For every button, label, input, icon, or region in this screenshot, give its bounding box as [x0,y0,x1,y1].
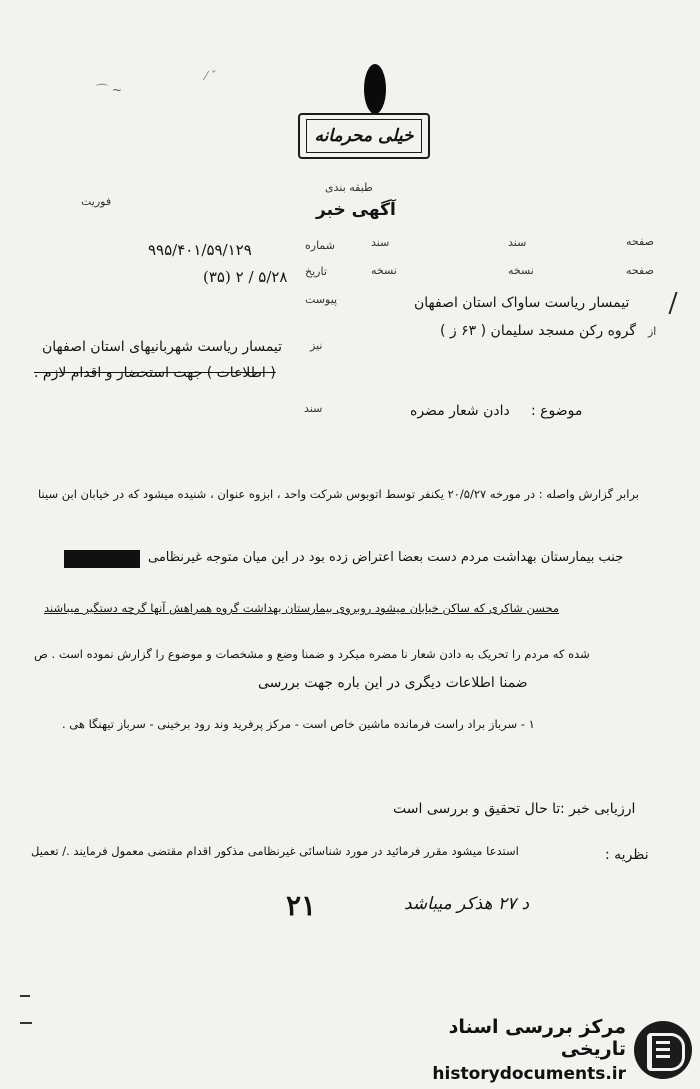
opinion-label: نظریه : [605,847,649,863]
body-line-1: برابر گزارش واصله : در مورخه ۲۰/۵/۲۷ یکنفر توسط اتوبوس شرکت واحد ، ابزوه عنوان ، شنیده میشود که در خیابان ابن سینا [38,487,639,501]
document-archive-logo-icon [634,1021,692,1079]
faint-mark: ~ ⌒ [96,83,122,97]
document-number: ۹۹۵/۴۰۱/۵۹/۱۲۹ [148,241,252,259]
page-label-2: صفحه [626,264,654,277]
body-line-4: شده که مردم را تحریک به دادن شعار نا مضره میکرد و ضمنا وضع و مشخصات و موضوع را گزارش نموده است . ص [34,647,590,661]
evaluation-label: ارزیابی خبر : [560,801,636,817]
page-label-3: سند [371,236,390,249]
archive-text [402,1016,626,1084]
urgency-label: فوریت [81,195,112,208]
margin-tick-2 [20,1022,32,1024]
from-sender: گروه رکن مسجد سلیمان ( ۶۳ ز ) [440,323,637,339]
subject-label: موضوع : [531,403,583,419]
document-title: آگهی خبر [316,200,396,220]
body-line-2: جنب بیمارستان بهداشت مردم دست بعضا اعتراض زده بود در این میان متوجه غیرنظامی [148,550,624,565]
redaction-scribble [64,550,140,568]
copy-prefix: نیز [310,339,323,352]
opinion-text: استدعا میشود مقرر فرمائید در مورد شناسائی غیرنظامی مذکور اقدام مقتضی معمول فرمایند ./ تعمیل [31,844,519,858]
body-line-5: ضمنا اطلاعات دیگری در این باره جهت بررسی [258,675,528,691]
margin-tick [20,995,30,997]
copy-note: ( اطلاعات ) جهت استحضار و اقدام لازم . [34,365,276,381]
page-label-4: نسخه [371,264,397,277]
classification-label: طبقه بندی [325,181,373,194]
copy-number-label: سند [304,402,323,415]
archive-watermark [402,1018,692,1082]
stamp-label: خیلی محرمانه [314,126,414,146]
margin-mark [668,292,691,314]
attachment-label: پیوست [305,293,338,306]
from-label: از [648,325,657,338]
punch-hole [364,64,386,114]
faint-mark-2: ˇ ⁄ [205,69,217,83]
number-label: شماره [305,239,336,252]
to-recipient: تیمسار ریاست ساواک استان اصفهان [414,295,630,311]
subpage-label-1: سند [508,236,527,249]
body-line-6: ۱ - سرباز براد راست فرمانده ماشین خاص است - مرکز پرفرید وند رود برخینی - سرباز تیهنگا هی . [62,717,535,731]
evaluation-text: تا حال تحقیق و بررسی است [393,801,561,817]
document-date: ۵/۲۸ / ۲ (۳۵) [203,268,288,286]
date-label: تاریخ [305,265,327,278]
archive-website[interactable]: historydocuments.ir [432,1064,626,1084]
copy-recipient: تیمسار ریاست شهربانیهای استان اصفهان [42,339,283,355]
classification-stamp [298,113,430,159]
archive-name: مرکز بررسی اسناد تاریخی [448,1016,626,1060]
handwritten-number: ۲۱ [286,889,317,922]
subpage-label-2: نسخه [508,264,534,277]
subject-text: دادن شعار مضره [410,403,510,419]
page-label-1: صفحه [626,235,654,248]
handwritten-note: د ۲۷ هذکر میباشد [404,894,530,914]
body-line-3: محسن شاکری که ساکن خیابان میشود روبروی بیمارستان بهداشت گروه همراهش آنها گرچه دستگیر میباشند [44,601,560,615]
